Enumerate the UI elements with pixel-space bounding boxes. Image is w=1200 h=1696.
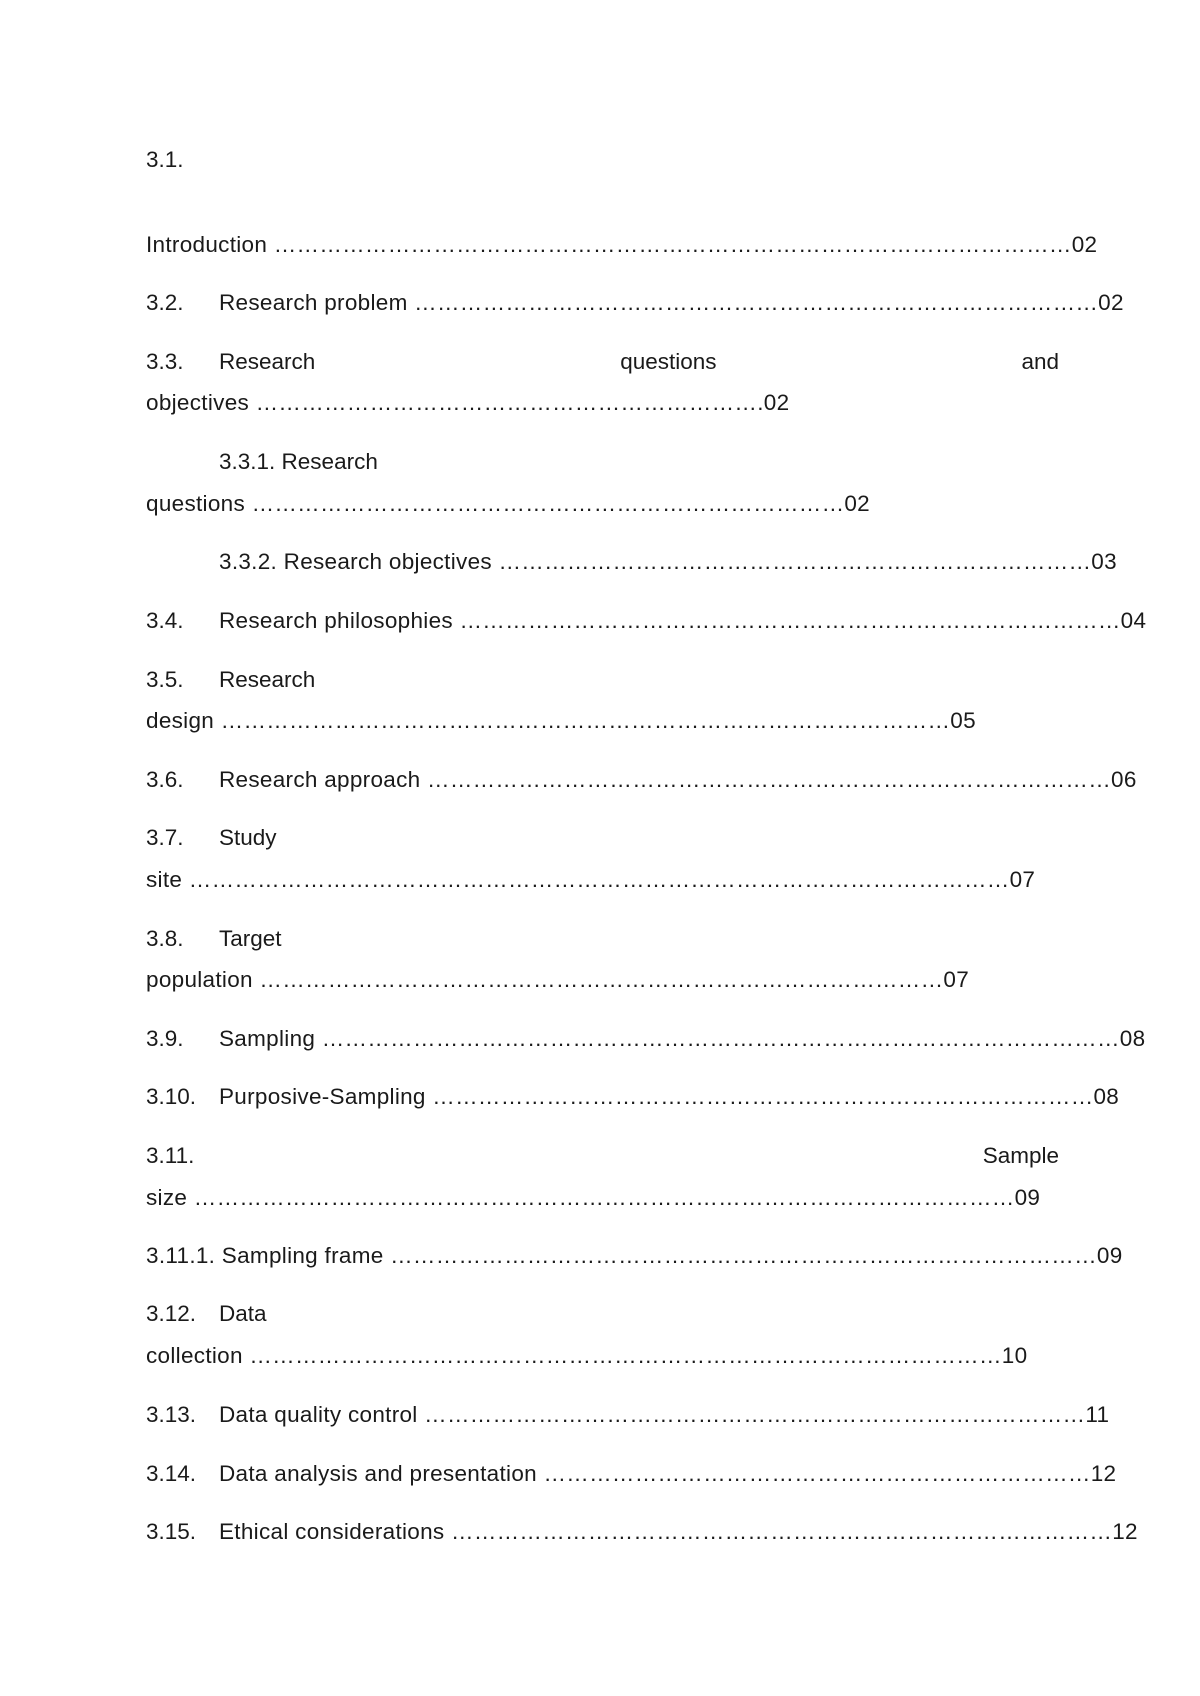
entry-text: Sampling ……………………………………………………………………………………………08 xyxy=(219,1026,1146,1051)
entry-number: 3.10. xyxy=(146,1084,197,1109)
entry-text: 3.11.1. Sampling frame …………………………………………………………………………………09 xyxy=(146,1243,1123,1268)
toc-entry-3-13 xyxy=(146,1401,1109,1429)
entry-text: Purposive-Sampling ……………………………………………………………………………08 xyxy=(219,1084,1120,1109)
toc-entry-3-3-1-continuation xyxy=(146,490,870,518)
entry-word: and xyxy=(1021,349,1059,374)
toc-entry-3-1-number xyxy=(146,146,184,174)
toc-entry-3-1 xyxy=(146,231,1097,259)
toc-entry-3-3-1 xyxy=(219,448,378,476)
entry-text: size ………………………………………………………………………………………………09 xyxy=(146,1185,1041,1210)
entry-text: objectives ………………………………………………………….02 xyxy=(146,390,790,415)
toc-entry-3-5 xyxy=(146,666,315,694)
toc-entry-3-15 xyxy=(146,1518,1138,1546)
entry-text: design ……………………………………………………………………………………05 xyxy=(146,708,976,733)
entry-number: 3.14. xyxy=(146,1461,197,1486)
toc-entry-3-9 xyxy=(146,1025,1145,1053)
toc-entry-3-14 xyxy=(146,1460,1116,1488)
entry-text: Study xyxy=(219,825,277,850)
entry-text: population ………………………………………………………………………………07 xyxy=(146,967,970,992)
entry-word: Research xyxy=(219,349,316,374)
entry-text: site ………………………………………………………………………………………………07 xyxy=(146,867,1036,892)
entry-text: Introduction ……………………………………………………………………………………………02 xyxy=(146,232,1098,257)
entry-text: Data quality control ……………………………………………………………………………11 xyxy=(219,1402,1110,1427)
toc-entry-3-8-continuation xyxy=(146,966,969,994)
entry-number: 3.8. xyxy=(146,926,184,951)
toc-entry-3-8 xyxy=(146,925,282,953)
toc-entry-3-5-continuation xyxy=(146,707,976,735)
entry-number: 3.7. xyxy=(146,825,184,850)
toc-entry-3-12 xyxy=(146,1300,267,1328)
toc-entry-3-11 xyxy=(146,1142,1059,1170)
entry-text: collection ………………………………………………………………………………………10 xyxy=(146,1343,1028,1368)
toc-entry-3-2 xyxy=(146,289,1124,317)
entry-number: 3.13. xyxy=(146,1402,197,1427)
toc-entry-3-11-continuation xyxy=(146,1184,1040,1212)
entry-text: 3.3.2. Research objectives ……………………………………………………………………03 xyxy=(219,549,1117,574)
entry-number: 3.9. xyxy=(146,1026,184,1051)
toc-entry-3-12-continuation xyxy=(146,1342,1027,1370)
toc-entry-3-4 xyxy=(146,607,1146,635)
entry-number: 3.2. xyxy=(146,290,184,315)
entry-text: 3.3.1. Research xyxy=(219,449,378,474)
toc-entry-3-7-continuation xyxy=(146,866,1035,894)
toc-entry-3-10 xyxy=(146,1083,1119,1111)
entry-number: 3.3. xyxy=(146,349,184,374)
entry-text: Ethical considerations ……………………………………………………………………………12 xyxy=(219,1519,1138,1544)
entry-number: 3.12. xyxy=(146,1301,197,1326)
entry-word: Sample xyxy=(982,1143,1059,1168)
toc-entry-3-7 xyxy=(146,824,277,852)
entry-text: Target xyxy=(219,926,282,951)
entry-text: questions ……………………………………………………………………02 xyxy=(146,491,870,516)
entry-text: Data xyxy=(219,1301,267,1326)
entry-text: Research problem ………………………………………………………………………………02 xyxy=(219,290,1124,315)
entry-number: 3.1. xyxy=(146,147,184,172)
entry-text: Research philosophies ……………………………………………………………………………04 xyxy=(219,608,1147,633)
entry-word: questions xyxy=(620,349,717,374)
entry-number: 3.15. xyxy=(146,1519,197,1544)
entry-text: Data analysis and presentation ………………………………………………………………12 xyxy=(219,1461,1117,1486)
entry-number: 3.5. xyxy=(146,667,184,692)
toc-entry-3-11-1 xyxy=(146,1242,1123,1270)
entry-number: 3.11. xyxy=(146,1143,195,1168)
toc-entry-3-3-continuation xyxy=(146,389,789,417)
toc-entry-3-6 xyxy=(146,766,1137,794)
toc-entry-3-3 xyxy=(146,348,1059,376)
entry-number: 3.6. xyxy=(146,767,184,792)
toc-entry-3-3-2 xyxy=(219,548,1117,576)
entry-number: 3.4. xyxy=(146,608,184,633)
entry-text: Research approach ………………………………………………………………………………06 xyxy=(219,767,1137,792)
entry-text: Research xyxy=(219,667,316,692)
